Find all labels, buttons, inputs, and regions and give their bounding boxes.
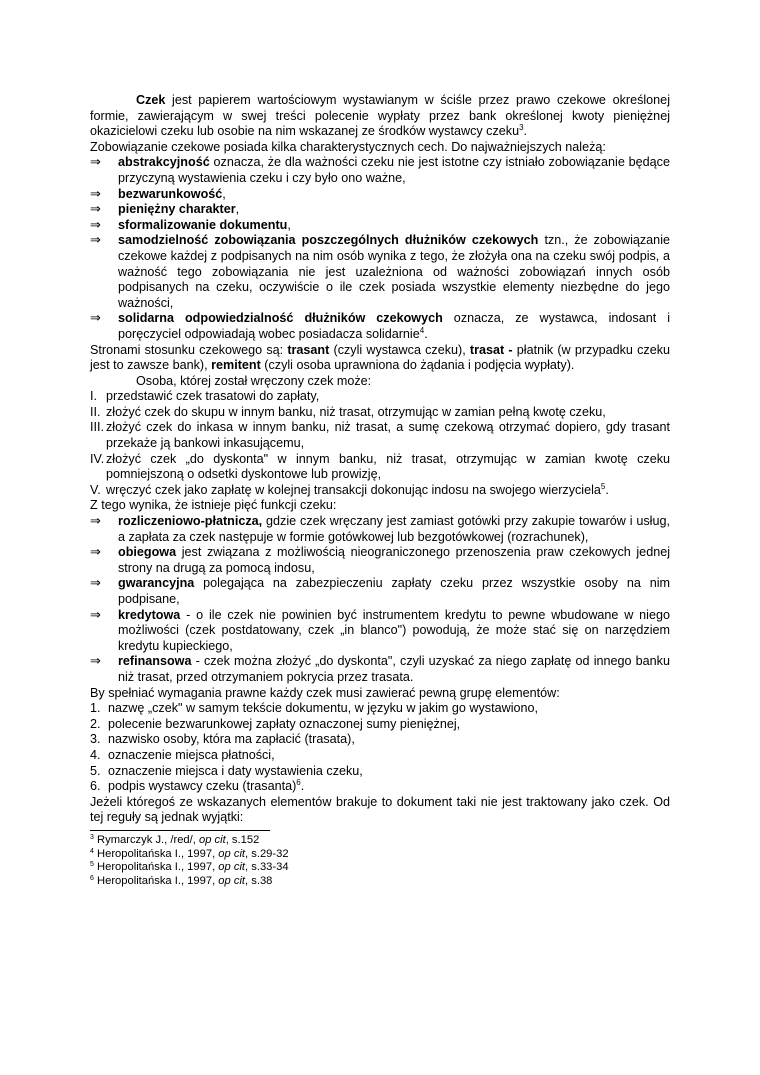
list-item: ⇒ refinansowa - czek można złożyć „do dyskonta", czyli uzyskać za niego zapłatę od innego banku niż trasat, przed otrzymaniem pokrycia przez trasata. <box>90 654 670 684</box>
list-item: 5. oznaczenie miejsca i daty wystawienia czeku, <box>90 763 363 778</box>
arrow-icon: ⇒ <box>90 233 101 249</box>
list-item: V. wręczyć czek jako zapłatę w kolejnej transakcji dokonując indosu na swojego wierzyciela$^5$. <box>90 481 609 497</box>
footnote: $^6$ Heropolitańska I., 1997, op cit, s.38 <box>90 874 273 887</box>
arrow-icon: ⇒ <box>90 576 101 592</box>
list-item: IV. złożyć czek „do dyskonta" w innym banku, niż trasat, otrzymując w zamian kwotę czeku pomniejszoną o odsetki dyskontowe lub prowizję, <box>90 451 670 482</box>
arrow-icon: ⇒ <box>90 514 101 530</box>
list-item: ⇒ obiegowa jest związana z możliwością nieograniczonego przenoszenia praw czekowych jednej strony na drugą za pomocą indosu, <box>90 545 670 575</box>
list-item: ⇒ gwarancyjna polegająca na zabezpieczeniu zapłaty czeku przez wszystkie osoby na nim podpisane, <box>90 576 670 606</box>
list-item: 3. nazwisko osoby, która ma zapłacić (trasata), <box>90 732 355 747</box>
arrow-icon: ⇒ <box>90 545 101 561</box>
list-item: ⇒ samodzielność zobowiązania poszczególnych dłużników czekowych tzn., że zobowiązanie czekowe każdej z podpisanych na nim osób wynika z tego, że złożyła ona na czeku swój podpis, a ważność tego zobowiązania nie jest uzależniona od ważności zobowiązań innych osób podpisanych na czeku, oczywiście o ile czek posiada wszystkie elementy niezbędne do jego ważności, <box>90 233 670 310</box>
arrow-icon: ⇒ <box>90 186 101 202</box>
footnote-ref: 4 <box>419 325 425 335</box>
options-intro: Osoba, której został wręczony czek może: <box>136 373 372 388</box>
document-page <box>90 93 670 888</box>
list-item: II. złożyć czek do skupu w innym banku, niż trasat, otrzymując w zamian pełną kwotę czeku, <box>90 404 606 419</box>
features-intro: Zobowiązanie czekowe posiada kilka charakterystycznych cech. Do najważniejszych należą: <box>90 139 606 154</box>
footnote: $^4$ Heropolitańska I., 1997, op cit, s.29-32 <box>90 847 289 860</box>
footnote-ref: 3 <box>519 123 524 133</box>
list-item: 2. polecenie bezwarunkowej zapłaty oznaczonej sumy pieniężnej, <box>90 716 461 731</box>
footnote-ref: 6 <box>296 778 301 788</box>
list-item: ⇒ pieniężny charakter, <box>90 202 240 218</box>
intro-paragraph: Czek jest papierem wartościowym wystawianym w ściśle przez prawo czekowe określonej formie, zawierającym w swej treści polecenie wypłaty przez bank określonej kwoty pieniężnej okazicielowi czeku lub osobie na nim wskazanej ze środków wystawcy czeku$^3$. <box>90 93 670 139</box>
arrow-icon: ⇒ <box>90 155 101 171</box>
list-item: ⇒ sformalizowanie dokumentu, <box>90 217 291 233</box>
elements-list <box>90 701 670 795</box>
list-item: ⇒ kredytowa - o ile czek nie powinien być instrumentem kredytu to pewne wbudowane w niego możliwości (czek postdatowany, czek „in blanco") powodują, że może stać się on narzędziem kredytu kupieckiego, <box>90 607 670 653</box>
list-item: ⇒ bezwarunkowość, <box>90 186 226 202</box>
list-item: ⇒ abstrakcyjność oznacza, że dla ważności czeku nie jest istotne czy istniało zobowiązanie będące przyczyną wystawienia czeku i czy było ono ważne, <box>90 155 670 185</box>
elements-intro: By spełniać wymagania prawne każdy czek musi zawierać pewną grupę elementów: <box>90 685 560 700</box>
list-item: I. przedstawić czek trasatowi do zapłaty, <box>90 389 320 404</box>
arrow-icon: ⇒ <box>90 654 101 670</box>
footnote-divider <box>90 830 270 831</box>
arrow-icon: ⇒ <box>90 311 101 327</box>
arrow-icon: ⇒ <box>90 202 101 218</box>
functions-list <box>90 514 670 686</box>
term-czek: Czek <box>136 93 166 107</box>
list-item: ⇒ solidarna odpowiedzialność dłużników czekowych oznacza, ze wystawca, indosant i poręczyciel odpowiadają wobec posiadacza solidarnie$^4$. <box>90 311 671 341</box>
list-item: ⇒ rozliczeniowo-płatnicza, gdzie czek wręczany jest zamiast gotówki przy zakupie towarów i usług, a zapłata za czek następuje w formie gotówkowej lub bezgotówkowej (rozrachunek), <box>90 514 670 544</box>
parties-paragraph: Stronami stosunku czekowego są: trasant (czyli wystawca czeku), trasat - płatnik (w przypadku czeku jest to zawsze bank), remitent (czyli osoba uprawniona do żądania i podjęcia wypłaty). <box>90 342 671 373</box>
footnote: $^5$ Heropolitańska I., 1997, op cit, s.33-34 <box>90 861 289 874</box>
features-list <box>90 155 670 342</box>
closing-paragraph: Jeżeli któregoś ze wskazanych elementów brakuje to dokument taki nie jest traktowany jako czek. Od tej reguły są jednak wyjątki: <box>90 794 670 825</box>
arrow-icon: ⇒ <box>90 607 101 623</box>
list-item: 1. nazwę „czek" w samym tekście dokumentu, w języku w jakim go wystawiono, <box>90 701 539 716</box>
list-item: 6. podpis wystawcy czeku (trasanta)$^6$. <box>90 778 305 794</box>
footnote: $^3$ Rymarczyk J., /red/, op cit, s.152 <box>90 833 260 846</box>
options-list <box>90 389 670 498</box>
list-item: 4. oznaczenie miejsca płatności, <box>90 747 275 762</box>
footnote-ref: 5 <box>600 481 606 491</box>
functions-intro: Z tego wynika, że istnieje pięć funkcji czeku: <box>90 498 337 513</box>
list-item: III. złożyć czek do inkasa w innym banku, niż trasat, a sumę czekową otrzymać dopiero, gdy trasant przekaże ją bankowi inkasującemu, <box>90 420 670 451</box>
intro-text: jest papierem wartościowym wystawianym w ściśle przez prawo czekowe określonej formie, zawierającym w swej treści polecenie wypłaty przez bank określonej kwoty pieniężnej okazicielowi czeku lub osobie na nim wskazanej ze środków wystawcy czeku <box>90 93 670 139</box>
arrow-icon: ⇒ <box>90 217 101 233</box>
